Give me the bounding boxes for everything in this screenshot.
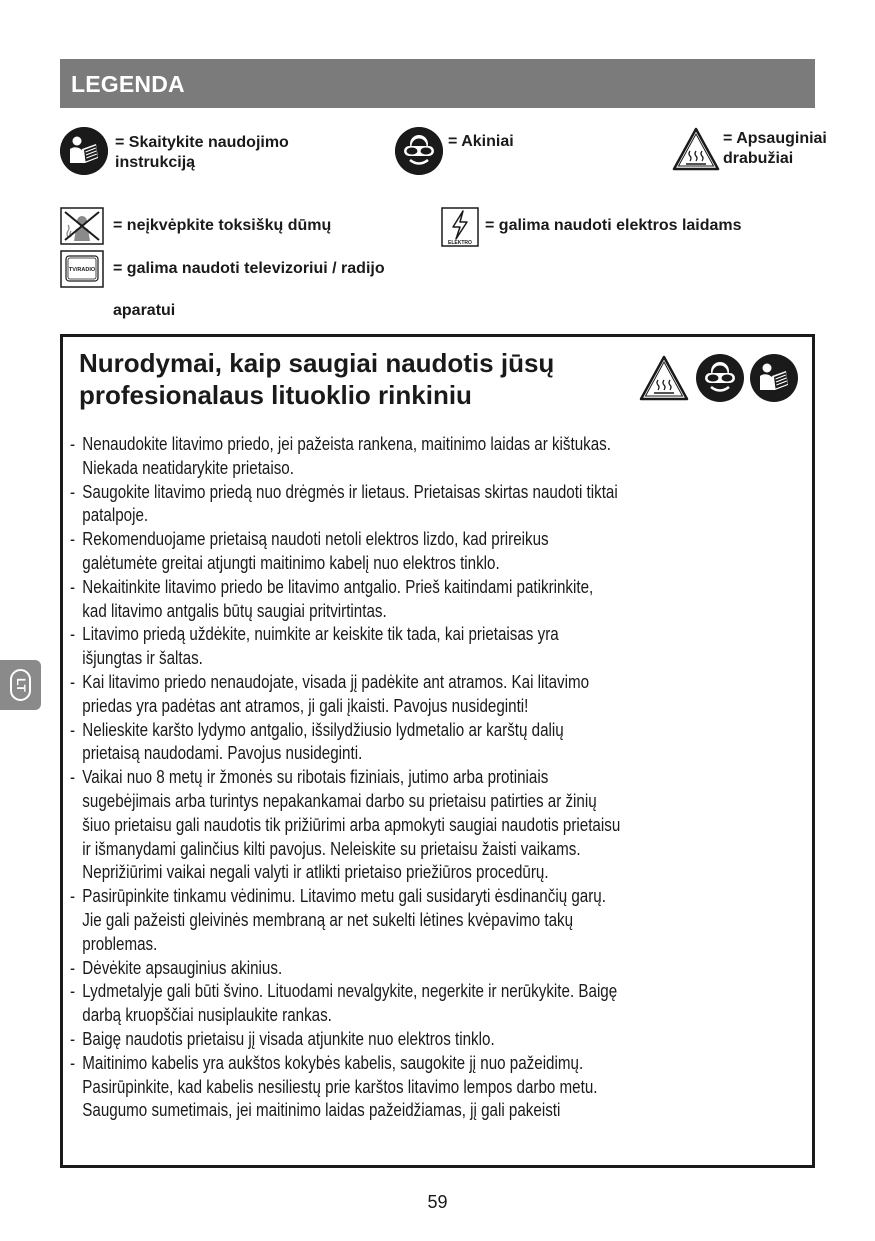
tv-radio-caption: TV/RADIO [68,267,96,273]
legend-item-goggles [395,127,514,175]
safety-rule: - Litavimo priedą uždėkite, nuimkite ar keiskite tik tada, kai prietaisas yra išjungtas ir šaltas. [70,622,810,670]
safety-rule: - Nekaitinkite litavimo priedo be litavimo antgalio. Prieš kaitindami patikrinkite, kad litavimo antgalis būtų saugiai pritvirtintas. [70,575,810,623]
safety-rule: - Kai litavimo priedo nenaudojate, visada jį padėkite ant atramos. Kai litavimo priedas yra padėtas ant atramos, ji gali įkaisti. Pavojus nusideginti! [70,670,810,718]
legend-item-protective-clothing [672,127,827,171]
no-fumes-icon [60,207,104,245]
electro-caption: ELEKTRO [448,240,472,246]
goggles-icon [395,127,443,175]
hot-surface-warning-icon [638,354,690,402]
safety-rule: - Pasirūpinkite tinkamu vėdinimu. Litavimo metu gali susidaryti ėsdinančių garų. Jie gali pažeisti gleivinės membraną ar net sukelti lėtines kvėpavimo takų problemas. [70,884,810,955]
safety-rule: - Saugokite litavimo priedą nuo drėgmės ir lietaus. Prietaisas skirtas naudoti tiktai patalpoje. [70,480,810,528]
safety-rule: - Nelieskite karšto lydymo antgalio, išsilydžiusio lydmetalio ar karštų dalių prietaisą naudodami. Pavojus nusideginti. [70,718,810,766]
safety-rule: - Nenaudokite litavimo priedo, jei pažeista rankena, maitinimo laidas ar kištukas. Niekada neatidarykite prietaiso. [70,432,810,480]
safety-rule: - Lydmetalyje gali būti švino. Lituodami nevalgykite, negerkite ir nerūkykite. Baigę darbą kruopščiai nusiplaukite rankas. [70,979,810,1027]
tv-radio-label-line2: aparatui [113,302,176,319]
goggles-label: = Akiniai [448,133,514,150]
tv-radio-icon [60,250,104,288]
safety-instructions-box [60,334,815,1168]
legend-item-tv-radio [60,250,385,321]
electric-cables-label: = galima naudoti elektros laidams [485,217,742,234]
title-icon-group [638,354,798,402]
protective-clothing-label: = Apsauginiai drabužiai [723,130,827,167]
safety-rule: - Rekomenduojame prietaisą naudoti netoli elektros lizdo, kad prireikus galėtumėte greitai atjungti maitinimo kabelį nuo elektros tinklo. [70,527,810,575]
read-manual-icon [750,354,798,402]
safety-rule: - Dėvėkite apsauginius akinius. [70,956,810,980]
no-fumes-label: = neįkvėpkite toksiškų dūmų [113,217,332,234]
safety-rules-list [70,432,810,1122]
legend-header [60,59,815,108]
safety-rule: - Vaikai nuo 8 metų ir žmonės su ribotais fiziniais, jutimo arba protiniais sugebėjimais arba turintys nepakankamai darbo su prietaisu patirties ar žinių šiuo prietaisu gali naudotis tik prižiūrimi arba apmokyti saugiai naudotis prietaisu ir išmanydami galinčius kilti pavojus. Neleiskite su prietaisu žaisti vaikams. Neprižiūrimi vaikai negali valyti ir atlikti prietaiso priežiūros procedūrų. [70,765,810,884]
read-manual-label: = Skaitykite naudojimo instrukciją [115,134,289,171]
safety-rule: - Baigę naudotis prietaisu jį visada atjunkite nuo elektros tinklo. [70,1027,810,1051]
read-manual-icon [60,127,108,175]
tv-radio-label-line1: = galima naudoti televizoriui / radijo [113,260,385,277]
language-tab [0,660,41,710]
page-number: 59 [427,1192,448,1212]
goggles-icon [696,354,744,402]
safety-rule: - Maitinimo kabelis yra aukštos kokybės kabelis, saugokite jį nuo pažeidimų. Pasirūpinkite, kad kabelis nesiliestų prie karštos litavimo lempos darbo metu. Saugumo sumetimais, jei maitinimo laidas pažeidžiamas, jį gali pakeisti [70,1051,810,1122]
legend-item-read-manual [60,127,289,175]
legend-title: LEGENDA [71,71,185,97]
electric-cable-icon [441,207,479,247]
legend-item-no-fumes [60,207,331,245]
language-tab-label: LT [13,678,28,692]
instructions-title: Nurodymai, kaip saugiai naudotis jūsų profesionalaus lituoklio rinkiniu [79,348,555,410]
legend-item-electric-cables [441,207,742,247]
hot-surface-warning-icon [672,127,720,171]
